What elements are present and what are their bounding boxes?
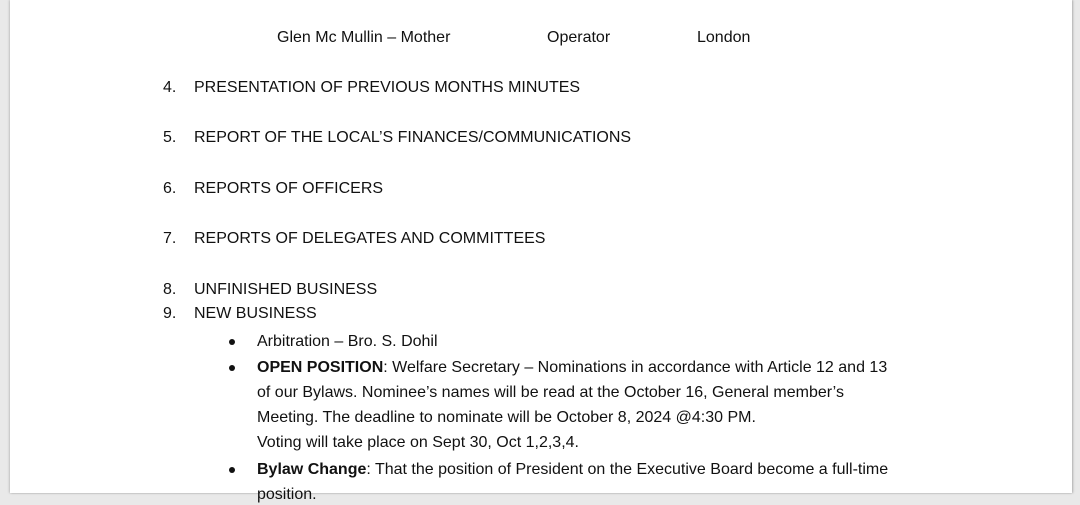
agenda-number: 9. xyxy=(163,305,177,322)
member-role: Operator xyxy=(547,29,611,46)
bullet-first-line xyxy=(257,460,888,480)
agenda-number: 6. xyxy=(163,180,177,197)
bullet-text: : That the position of President on the Executive Board become a full-time xyxy=(366,461,889,478)
agenda-text: NEW BUSINESS xyxy=(194,305,317,322)
bullet-text: Arbitration – Bro. S. Dohil xyxy=(257,333,438,350)
agenda-number: 8. xyxy=(163,281,177,298)
bullet-icon xyxy=(229,365,235,371)
member-name: Glen Mc Mullin – Mother xyxy=(277,29,451,46)
agenda-number: 4. xyxy=(163,79,177,96)
document-page xyxy=(10,0,1072,503)
agenda-number: 5. xyxy=(163,129,177,146)
bullet-icon xyxy=(229,467,235,473)
bullet-continuation: position. xyxy=(257,486,317,503)
bullet-continuation: Meeting. The deadline to nominate will be October 8, 2024 @4:30 PM. xyxy=(257,409,756,426)
agenda-text: UNFINISHED BUSINESS xyxy=(194,281,378,298)
agenda-text: PRESENTATION OF PREVIOUS MONTHS MINUTES xyxy=(194,79,581,96)
bullet-icon xyxy=(229,339,235,345)
agenda-number: 7. xyxy=(163,230,177,247)
agenda-text: REPORTS OF OFFICERS xyxy=(194,180,384,197)
bullet-continuation: Voting will take place on Sept 30, Oct 1,2,3,4. xyxy=(257,434,579,451)
member-location: London xyxy=(697,29,751,46)
agenda-text: REPORTS OF DELEGATES AND COMMITTEES xyxy=(194,230,546,247)
agenda-text: REPORT OF THE LOCAL’S FINANCES/COMMUNICATIONS xyxy=(194,129,632,146)
bullet-text: : Welfare Secretary – Nominations in accordance with Article 12 and 13 xyxy=(383,359,888,376)
bullet-bold-label: Bylaw Change xyxy=(257,461,367,478)
bullet-bold-label: OPEN POSITION xyxy=(257,359,384,376)
bullet-first-line xyxy=(257,358,887,378)
bullet-continuation: of our Bylaws. Nominee’s names will be read at the October 16, General member’s xyxy=(257,384,844,401)
